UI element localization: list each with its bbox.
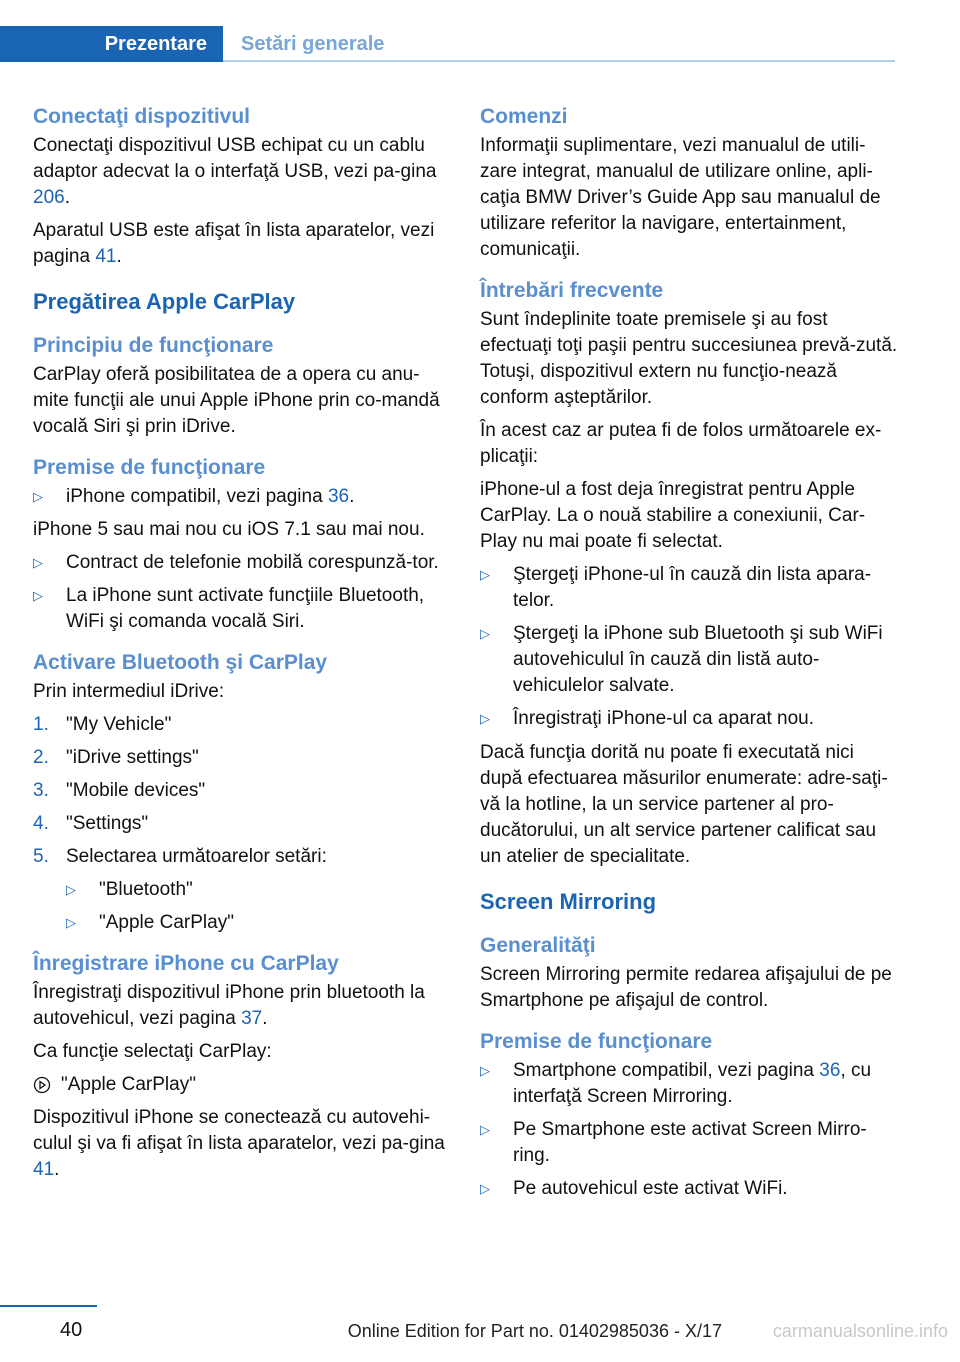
right-column [480, 103, 898, 1210]
screen-premise-list [480, 1058, 898, 1202]
controller-select-icon [33, 1076, 51, 1094]
paragraph: Informaţii suplimentare, vezi manualul de utili‐zare integrat, manualul de utilizare online, apli‐caţia BMW Driver’s Guide App sau manualul de utilizare referitor la navigare, entertainment, comunicaţii. [480, 135, 881, 260]
paragraph: Conectaţi dispozitivul USB echipat cu un cablu adaptor adecvat la o interfaţă USB, vezi pa‐gina 206. [33, 135, 437, 208]
paragraph: Sunt îndeplinite toate premisele şi au fost efectuaţi toţi paşii pentru succesiunea prevă‐zută. Totuşi, dispozitivul extern nu funcţio‐nează conform aşteptărilor. [480, 309, 898, 408]
list-item: ▷ Smartphone compatibil, vezi pagina 36, cu interfaţă Screen Mirroring. [480, 1058, 898, 1110]
triangle-bullet-icon: ▷ [480, 626, 490, 641]
page-link[interactable]: 37 [241, 1008, 263, 1029]
triangle-bullet-icon: ▷ [480, 1181, 490, 1196]
page-link[interactable]: 36 [819, 1060, 841, 1081]
list-item: 3. "Mobile devices" [33, 780, 206, 801]
controller-instruction: "Apple CarPlay" [33, 1072, 451, 1098]
paragraph: iPhone-ul a fost deja înregistrat pentru Apple CarPlay. La o nouă stabilire a conexiunii, Car‐Play nu mai poate fi selectat. [480, 479, 866, 552]
list-item: ▷ "Apple CarPlay" [66, 910, 451, 936]
page-link[interactable]: 41 [95, 246, 117, 267]
paragraph: În acest caz ar putea fi de folos următoarele ex‐plicaţii: [480, 420, 882, 467]
heading-comenzi: Comenzi [480, 105, 568, 128]
list-item: ▷ Ştergeţi iPhone-ul în cauză din lista apara‐telor. [480, 562, 898, 614]
solutions-list [480, 562, 898, 732]
triangle-bullet-icon: ▷ [33, 555, 43, 570]
edition-note: Online Edition for Part no. 01402985036 - X/17 [347, 1321, 722, 1341]
premise-list [33, 484, 451, 635]
heading-generalitati: Generalităţi [480, 934, 596, 957]
page-link[interactable]: 206 [33, 187, 65, 208]
heading-activare: Activare Bluetooth şi CarPlay [33, 651, 328, 674]
heading-premise-screen: Premise de funcţionare [480, 1030, 713, 1053]
triangle-bullet-icon: ▷ [480, 1122, 490, 1137]
page-link[interactable]: 36 [327, 486, 350, 507]
paragraph: CarPlay oferă posibilitatea de a opera cu anu‐mite funcţii ale unui Apple iPhone prin co‐mandă vocală Siri şi prin iDrive. [33, 364, 440, 437]
triangle-bullet-icon: ▷ [480, 711, 490, 726]
triangle-bullet-icon: ▷ [480, 1063, 490, 1078]
paragraph: Ca funcţie selectaţi CarPlay: [33, 1041, 272, 1062]
page-header [0, 26, 895, 62]
triangle-bullet-icon: ▷ [480, 567, 490, 582]
list-item: ▷ Pe autovehicul este activat WiFi. [480, 1176, 898, 1202]
tab-setari-generale[interactable]: Setări generale [241, 32, 385, 55]
triangle-bullet-icon: ▷ [66, 882, 76, 897]
heading-conectati: Conectaţi dispozitivul [33, 105, 251, 128]
triangle-bullet-icon: ▷ [33, 588, 43, 603]
heading-intrebari: Întrebări frecvente [480, 279, 664, 302]
triangle-bullet-icon: ▷ [33, 489, 43, 504]
list-item: ▷ "Bluetooth" [66, 877, 451, 903]
heading-principiu: Principiu de funcţionare [33, 334, 274, 357]
page-number: 40 [60, 1319, 83, 1341]
paragraph: Prin intermediul iDrive: [33, 681, 225, 702]
list-item: 4. "Settings" [33, 813, 149, 834]
list-item: 2. "iDrive settings" [33, 747, 199, 768]
tab-prezentare[interactable]: Prezentare [0, 26, 223, 62]
paragraph: Dispozitivul iPhone se conectează cu autovehi‐culul şi va fi afişat în lista aparatelor, vezi pa‐gina 41. [33, 1107, 445, 1180]
header-rule [223, 60, 895, 62]
paragraph: Aparatul USB este afişat în lista aparatelor, vezi pagina 41. [33, 220, 435, 267]
list-item-note: iPhone 5 sau mai nou cu iOS 7.1 sau mai nou. [33, 519, 425, 540]
list-item: ▷ iPhone compatibil, vezi pagina 36. [33, 484, 451, 510]
paragraph: Înregistraţi dispozitivul iPhone prin bluetooth la autovehicul, vezi pagina 37. [33, 982, 425, 1029]
list-item: ▷ Ştergeţi la iPhone sub Bluetooth şi sub WiFi autovehiculul în cauză din listă auto‐vehiculelor salvate. [480, 621, 898, 699]
heading-inregistrare: Înregistrare iPhone cu CarPlay [33, 952, 339, 975]
page-link[interactable]: 41 [33, 1159, 55, 1180]
list-item: 1. "My Vehicle" [33, 714, 172, 735]
list-item: ▷ La iPhone sunt activate funcţiile Bluetooth, WiFi şi comanda vocală Siri. [33, 583, 451, 635]
sub-steps [33, 877, 451, 936]
steps-list [33, 712, 451, 936]
footer-rule [0, 1305, 97, 1307]
triangle-bullet-icon: ▷ [66, 915, 76, 930]
heading-premise: Premise de funcţionare [33, 456, 266, 479]
paragraph: Screen Mirroring permite redarea afişajului de pe Smartphone pe afişajul de control. [480, 964, 892, 1011]
watermark: carmanualsonline.info [772, 1321, 948, 1341]
list-item: ▷ Contract de telefonie mobilă corespunză‐tor. [33, 550, 451, 576]
left-column [33, 103, 451, 1190]
list-item: ▷ Pe Smartphone este activat Screen Mirro‐ring. [480, 1117, 898, 1169]
list-item: ▷ Înregistraţi iPhone-ul ca aparat nou. [480, 706, 898, 732]
paragraph: Dacă funcţia dorită nu poate fi executată nici după efectuarea măsurilor enumerate: adre‐saţi-vă la hotline, la un service partener al pro‐ducătorului, un alt service partener calificat sau un atelier de specialitate. [480, 742, 888, 867]
heading-pregatire: Pregătirea Apple CarPlay [33, 289, 296, 314]
heading-screen-mirroring: Screen Mirroring [480, 889, 657, 914]
list-item: 5. Selectarea următoarelor setări: [33, 846, 327, 867]
